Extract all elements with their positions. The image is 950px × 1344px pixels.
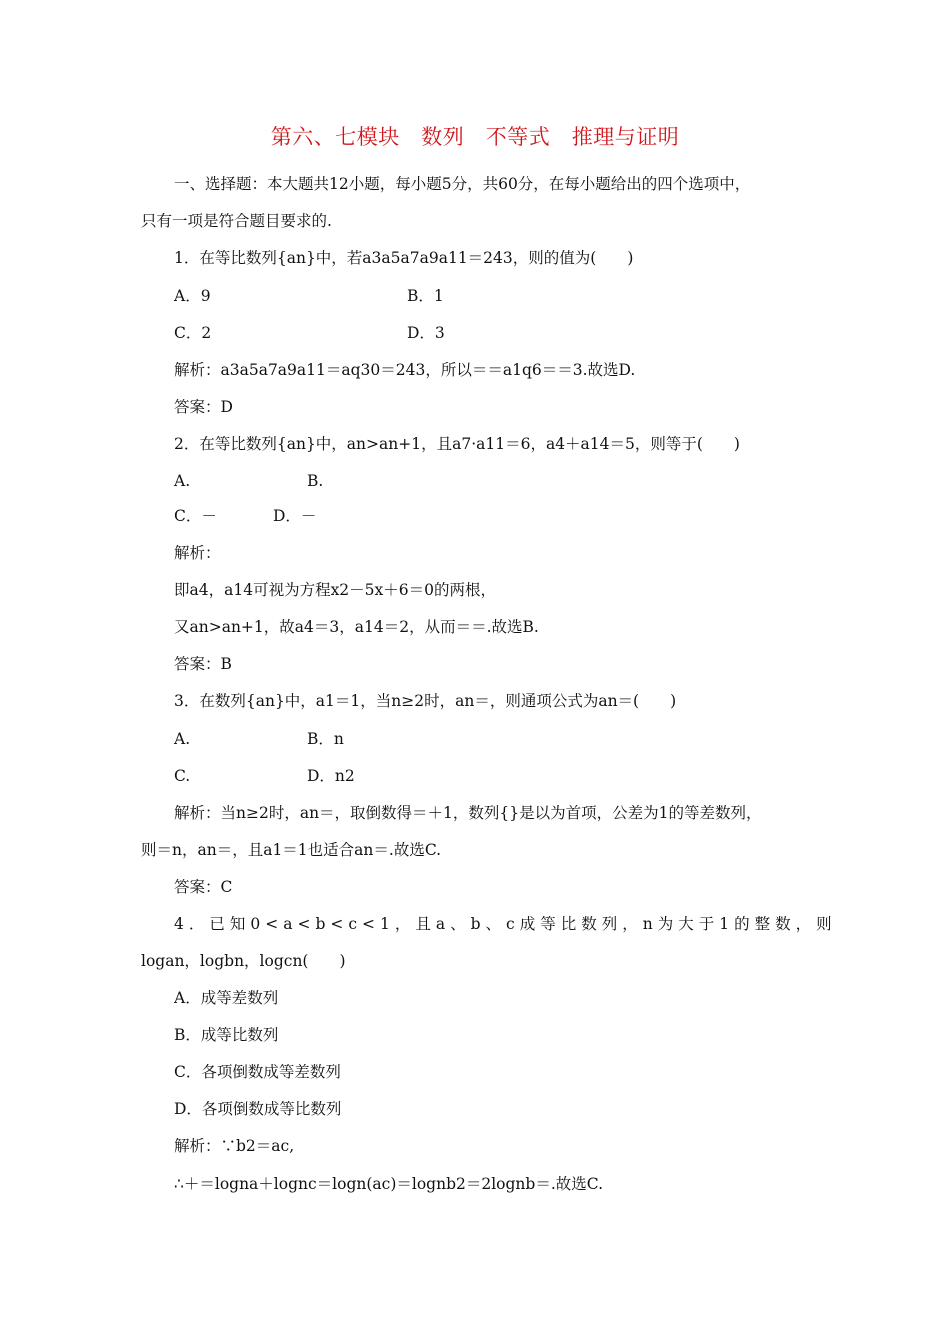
q4-option-c: C．各项倒数成等差数列 [174, 1063, 341, 1081]
q2-option-b: B. [307, 472, 324, 490]
q1-analysis: 解析：a3a5a7a9a11＝aq30＝243，所以＝＝a1q6＝＝3.故选D. [174, 361, 636, 379]
q1-option-d: D．3 [407, 324, 445, 342]
q4-option-d: D．各项倒数成等比数列 [174, 1100, 342, 1118]
q4-option-a: A．成等差数列 [174, 989, 279, 1007]
q2-option-a: A. [174, 472, 191, 490]
q3-option-b: B．n [307, 730, 344, 748]
q2-option-c: C．－ [174, 507, 217, 525]
q3-stem: 3．在数列{an}中，a1＝1，当n≥2时，an＝，则通项公式为an＝( ) [174, 692, 677, 710]
q2-option-d: D．－ [273, 507, 317, 525]
q2-analysis: 解析： [174, 544, 221, 562]
q3-option-c: C. [174, 767, 191, 785]
q4-option-b: B．成等比数列 [174, 1026, 279, 1044]
q3-option-d: D．n2 [307, 767, 355, 785]
q4-stem-line2: logan，logbn，logcn( ) [141, 952, 346, 970]
q1-option-a: A．9 [174, 287, 211, 305]
q4-stem-line1: 4．已知0<a<b<c<1，且a、b、c成等比数列，n为大于1的整数，则 [174, 915, 837, 933]
q3-option-a: A. [174, 730, 191, 748]
q1-answer: 答案：D [174, 398, 233, 416]
q3-analysis-line2: 则＝n，an＝，且a1＝1也适合an＝.故选C. [141, 841, 442, 859]
q2-analysis-line3: 又an>an+1，故a4＝3，a14＝2，从而＝＝.故选B. [174, 618, 539, 636]
q2-analysis-line2: 即a4，a14可视为方程x2－5x＋6＝0的两根， [174, 581, 496, 599]
page-title: 第六、七模块 数列 不等式 推理与证明 [270, 125, 680, 149]
section-intro-line1: 一、选择题：本大题共12小题，每小题5分，共60分，在每小题给出的四个选项中， [174, 175, 751, 193]
q1-option-c: C．2 [174, 324, 212, 342]
q2-stem: 2．在等比数列{an}中，an>an+1，且a7·a11＝6，a4＋a14＝5，则等于( ) [174, 435, 740, 453]
q3-answer: 答案：C [174, 878, 233, 896]
section-intro-line2: 只有一项是符合题目要求的. [141, 212, 332, 230]
q4-analysis-line2: ∴＋＝logna＋lognc＝logn(ac)＝lognb2＝2lognb＝.故选C. [174, 1175, 603, 1193]
q4-analysis-line1: 解析：∵b2＝ac, [174, 1137, 295, 1155]
q1-option-b: B．1 [407, 287, 444, 305]
q2-answer: 答案：B [174, 655, 232, 673]
q3-analysis-line1: 解析：当n≥2时，an＝，取倒数得＝＋1，数列{}是以为首项，公差为1的等差数列， [174, 804, 762, 822]
q1-stem: 1．在等比数列{an}中，若a3a5a7a9a11＝243，则的值为( ) [174, 249, 634, 267]
